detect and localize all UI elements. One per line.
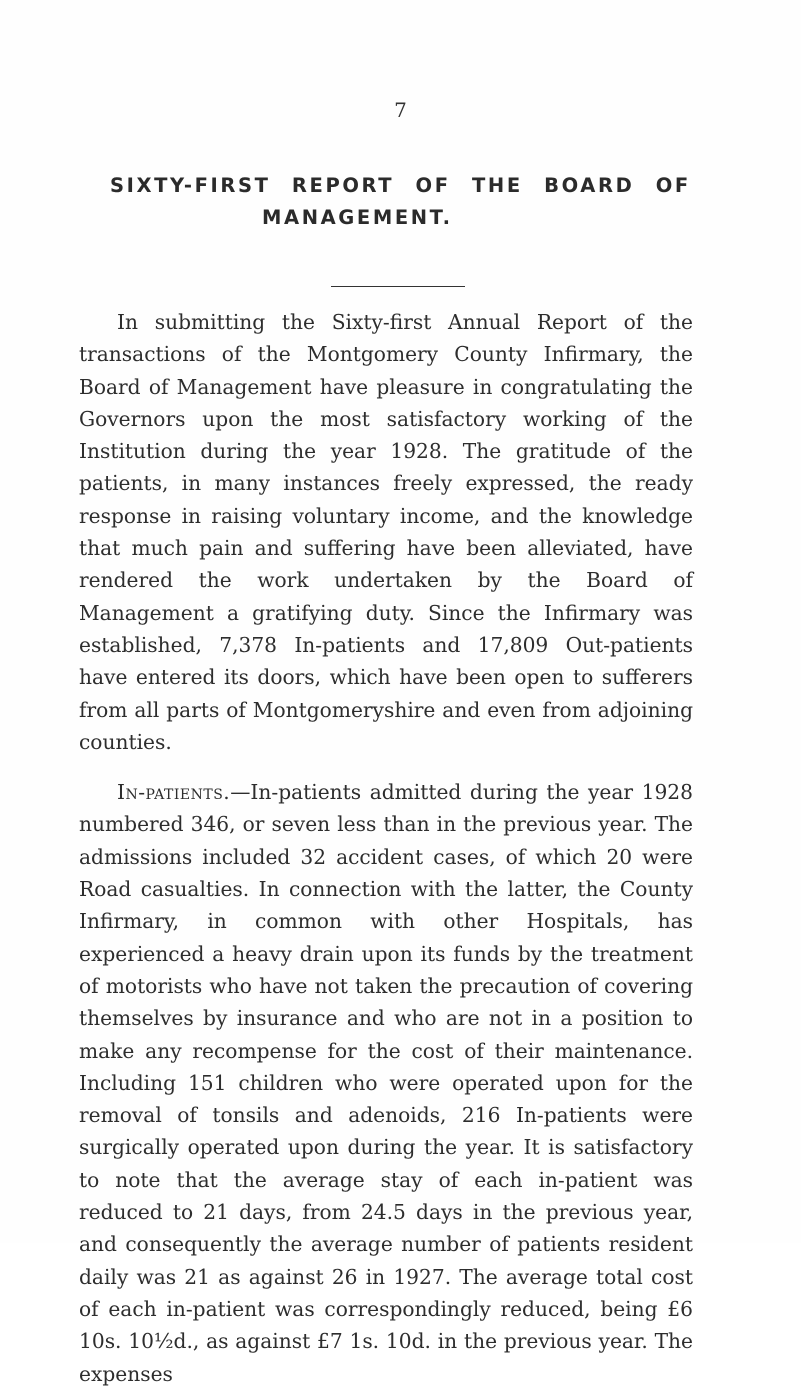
inpatients-section-label: In-patients. [117,780,231,805]
heading-line-2: MANAGEMENT. [262,206,453,229]
heading-divider [331,286,465,287]
intro-paragraph: In submitting the Sixty-first Annual Report of the transactions of the Montgomery County Infirmary, the Board of Management have pleasure in congratulating the Governors upon the most satisfactory working of the Institution during the year 1928. The gratitude of the patients, in many instances freely expressed, the ready response in raising voluntary income, and the knowledge that much pain and suffering have been alleviated, have rendered the work undertaken by the Board of Management a gratifying duty. Since the Infirmary was established, 7,378 In-patients and 17,809 Out-patients have entered its doors, which have been open to sufferers from all parts of Montgomeryshire and even from adjoining counties. [79,310,693,754]
inpatients-paragraph-text: —In-patients admitted during the year 1928 numbered 346, or seven less than in the previous year. The admissions included 32 accident cases, of which 20 were Road casualties. In connection with the latter, the County Infirmary, in common with other Hospitals, has experienced a heavy drain upon its funds by the treatment of motorists who have not taken the precaution of covering themselves by insurance and who are not in a position to make any recompense for the cost of their maintenance. Including 151 children who were operated upon for the removal of tonsils and adenoids, 216 In-patients were surgically operated upon during the year. It is satisfactory to note that the average stay of each in-patient was reduced to 21 days, from 24.5 days in the previous year, and consequently the average number of patients resident daily was 21 as against 26 in 1927. The average total cost of each in-patient was correspondingly reduced, being £6 10s. 10½d., as against £7 1s. 10d. in the previous year. The expenses [79,780,693,1386]
report-body [79,306,693,1390]
report-heading [110,174,710,229]
page-number: 7 [394,98,407,122]
inpatients-paragraph [79,776,693,1390]
heading-line-1: SIXTY-FIRST REPORT OF THE BOARD OF [110,174,691,197]
